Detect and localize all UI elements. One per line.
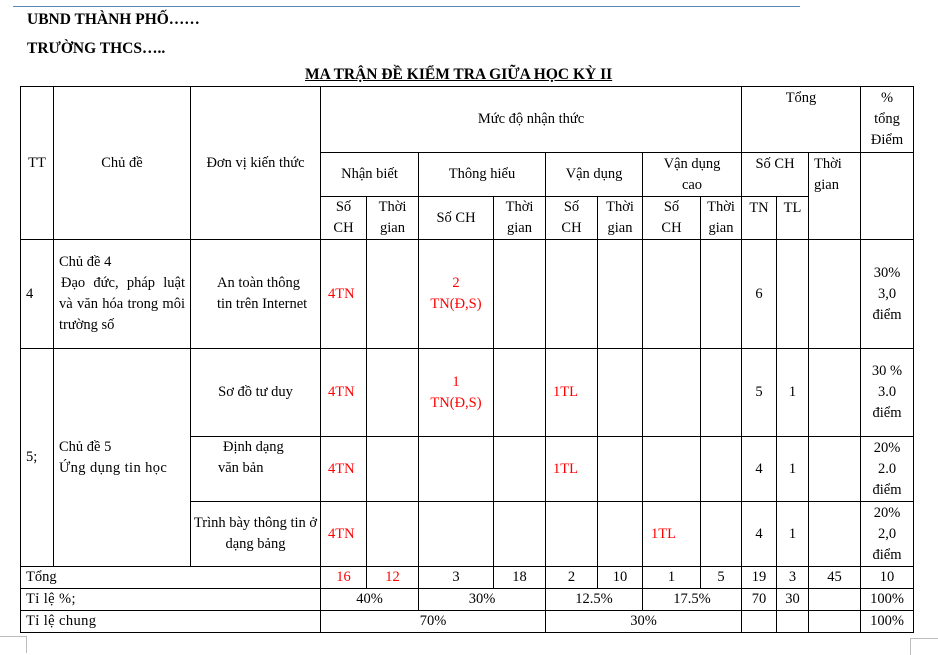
topic-title: Chủ đề 5	[59, 438, 112, 455]
ratio-label: Tỉ lệ %;	[21, 589, 321, 611]
nb-so-ch: 4TN	[321, 349, 367, 437]
header-tt: TT	[21, 87, 54, 240]
subheader-tn: TN	[742, 197, 777, 240]
subheader-th-thoi-gian: Thời gian	[494, 197, 546, 240]
subheader-vd-thoi-gian: Thời gian	[598, 197, 643, 240]
topic-title: Chủ đề 4	[59, 254, 112, 270]
subheader-vdc-so-ch: Số CH	[643, 197, 701, 240]
points-label: điểm	[872, 306, 902, 323]
subheader-nb-so-ch: Số CH	[321, 197, 367, 240]
topic-cell	[54, 349, 191, 567]
header-tong: Tổng	[742, 87, 861, 153]
vdc-thoi-gian	[701, 502, 742, 567]
points-value: 2.0	[877, 460, 897, 477]
total-tl: 1	[777, 502, 809, 567]
header-muc-do: Mức độ nhận thức	[321, 87, 742, 153]
unit-name: Trình bày thông tin ở dạng bảng	[191, 502, 321, 567]
percent-value: 20%	[873, 439, 901, 456]
unit-name: An toàn thông tin trên Internet	[191, 240, 321, 349]
total-tn: 4	[742, 437, 777, 502]
topic-tt: 4	[21, 240, 54, 349]
total-tl	[777, 240, 809, 349]
unit-name: Sơ đồ tư duy	[191, 349, 321, 437]
nb-so-ch: 4TN	[321, 437, 367, 502]
th-thoi-gian	[494, 240, 546, 349]
th-thoi-gian	[494, 349, 546, 437]
exam-matrix-table	[20, 86, 914, 633]
totals-th-thoi-gian: 18	[494, 567, 546, 589]
header-nhan-biet: Nhận biết	[321, 153, 419, 197]
percent-value: 20%	[873, 504, 901, 521]
header-so-ch: Số CH	[742, 153, 809, 197]
header-row-1	[21, 87, 914, 153]
header-van-dung-cao: Vận dụng cao	[643, 153, 742, 197]
overall-ratio-row	[21, 611, 914, 633]
totals-vd-so-ch: 2	[546, 567, 598, 589]
total-tn: 5	[742, 349, 777, 437]
totals-vdc-thoi-gian: 5	[701, 567, 742, 589]
percent-value: 30 %	[871, 363, 903, 379]
header-thoi-gian: Thời gian	[809, 153, 861, 240]
th-so-ch-type: TN(Đ,S)	[430, 394, 482, 411]
points-value: 2,0	[877, 525, 897, 542]
totals-vdc-so-ch: 1	[643, 567, 701, 589]
nb-thoi-gian	[367, 502, 419, 567]
header-don-vi: Đơn vị kiến thức	[191, 87, 321, 240]
overall-ratio-tn	[742, 611, 777, 633]
nb-so-ch: 4TN	[321, 502, 367, 567]
totals-tl: 3	[777, 567, 809, 589]
score-percent	[861, 240, 914, 349]
points-value: 3.0	[877, 384, 897, 400]
th-thoi-gian	[494, 502, 546, 567]
points-label: điểm	[872, 481, 902, 498]
vd-so-ch: 1TL	[546, 437, 598, 502]
nb-thoi-gian	[367, 349, 419, 437]
vd-thoi-gian	[598, 502, 643, 567]
overall-ratio-percent: 100%	[861, 611, 914, 633]
points-label: điểm	[872, 546, 902, 563]
total-tn: 6	[742, 240, 777, 349]
totals-vd-thoi-gian: 10	[598, 567, 643, 589]
totals-tn: 19	[742, 567, 777, 589]
vdc-so-ch	[643, 240, 701, 349]
vd-thoi-gian	[598, 240, 643, 349]
th-so-ch	[419, 240, 494, 349]
subheader-th-so-ch: Số CH	[419, 197, 494, 240]
topic-name: Đạo đức, pháp luật và văn hóa trong môi trường số	[59, 275, 185, 333]
nb-thoi-gian	[367, 437, 419, 502]
header-van-dung: Vận dụng	[546, 153, 643, 197]
th-so-ch	[419, 349, 494, 437]
totals-nb-thoi-gian: 12	[367, 567, 419, 589]
totals-row	[21, 567, 914, 589]
total-tl: 1	[777, 437, 809, 502]
topic-cell	[54, 240, 191, 349]
vd-so-ch	[546, 240, 598, 349]
page-corner-mark	[910, 638, 938, 655]
total-thoi-gian	[809, 349, 861, 437]
total-thoi-gian	[809, 437, 861, 502]
table-row	[21, 240, 914, 349]
th-thoi-gian	[494, 437, 546, 502]
subheader-tl: TL	[777, 197, 809, 240]
document-title: MA TRẬN ĐỀ KIỂM TRA GIỮA HỌC KỲ II	[305, 66, 613, 83]
overall-ratio-right: 30%	[546, 611, 742, 633]
ratio-tl: 30	[777, 589, 809, 611]
ratio-thoi-gian	[809, 589, 861, 611]
totals-thoi-gian: 45	[809, 567, 861, 589]
header-blank	[861, 153, 914, 240]
subheader-vd-so-ch: Số CH	[546, 197, 598, 240]
vd-so-ch	[546, 502, 598, 567]
header-thong-hieu: Thông hiểu	[419, 153, 546, 197]
totals-label: Tổng	[21, 567, 321, 589]
vdc-thoi-gian	[701, 349, 742, 437]
ratio-thong-hieu: 30%	[419, 589, 546, 611]
overall-ratio-thoi-gian	[809, 611, 861, 633]
th-so-ch-type: TN(Đ,S)	[430, 296, 482, 312]
vdc-so-ch	[643, 437, 701, 502]
table-row	[21, 349, 914, 437]
score-percent	[861, 502, 914, 567]
subheader-vdc-thoi-gian: Thời gian	[701, 197, 742, 240]
page-top-rule	[13, 6, 800, 7]
ratio-percent: 100%	[861, 589, 914, 611]
score-percent	[861, 349, 914, 437]
totals-nb-so-ch: 16	[321, 567, 367, 589]
totals-percent: 10	[861, 567, 914, 589]
school-header: TRƯỜNG THCS…..	[27, 40, 166, 57]
totals-th-so-ch: 3	[419, 567, 494, 589]
nb-thoi-gian	[367, 240, 419, 349]
unit-name: Định dạng văn bản	[191, 437, 321, 502]
th-so-ch	[419, 502, 494, 567]
nb-so-ch: 4TN	[321, 240, 367, 349]
total-tn: 4	[742, 502, 777, 567]
vdc-thoi-gian	[701, 240, 742, 349]
ratio-van-dung-cao: 17.5%	[643, 589, 742, 611]
authority-header: UBND THÀNH PHỐ……	[27, 11, 200, 28]
page-corner-mark	[0, 636, 27, 653]
subheader-nb-thoi-gian: Thời gian	[367, 197, 419, 240]
total-thoi-gian	[809, 502, 861, 567]
overall-ratio-tl	[777, 611, 809, 633]
overall-ratio-left: 70%	[321, 611, 546, 633]
ratio-row	[21, 589, 914, 611]
ratio-tn: 70	[742, 589, 777, 611]
header-phan-tram: % tổng Điểm	[861, 87, 914, 153]
th-so-ch-count: 2	[452, 275, 460, 291]
points-value: 3,0	[877, 285, 897, 302]
overall-ratio-label: Tỉ lệ chung	[21, 611, 321, 633]
vd-thoi-gian	[598, 349, 643, 437]
vd-so-ch: 1TL	[546, 349, 598, 437]
vdc-thoi-gian	[701, 437, 742, 502]
topic-tt: 5;	[21, 349, 54, 567]
percent-value: 30%	[873, 264, 901, 281]
total-tl: 1	[777, 349, 809, 437]
th-so-ch-count: 1	[452, 373, 460, 390]
ratio-nhan-biet: 40%	[321, 589, 419, 611]
ratio-van-dung: 12.5%	[546, 589, 643, 611]
total-thoi-gian	[809, 240, 861, 349]
topic-name: Ứng dụng tin học	[59, 459, 168, 476]
score-percent	[861, 437, 914, 502]
header-chu-de: Chủ đề	[54, 87, 191, 240]
vdc-so-ch: 1TL	[643, 502, 701, 567]
th-so-ch	[419, 437, 494, 502]
points-label: điểm	[872, 405, 902, 421]
vd-thoi-gian	[598, 437, 643, 502]
vdc-so-ch	[643, 349, 701, 437]
